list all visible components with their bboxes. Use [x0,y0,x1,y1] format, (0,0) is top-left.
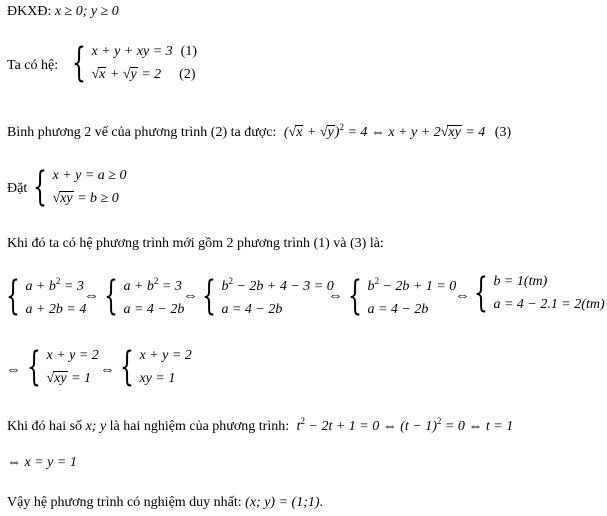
system-d-row-1: $b^2 - 2b + 1 = 0$ [367,276,457,294]
roots-text-2: là hai nghiệm của phương trình: [109,419,290,434]
substitution-row-1: x + y = a ≥ 0 [52,168,127,183]
system-d-row-2: a = 4 − 2b [367,302,429,317]
dkxd-line [7,4,119,20]
equivalence-arrow-icon: ⇔ [84,288,99,304]
system-intro: Ta có hệ: [7,58,59,73]
system-f [27,344,99,390]
original-system [72,40,197,86]
new-system-intro: Khi đó ta có hệ phương trình mới gồm 2 phương trình (1) và (3) là: [7,236,384,251]
brace-icon: { [474,270,488,316]
brace-icon: { [104,272,118,319]
system-a [6,270,86,321]
system-c-row-1: $b^2 - 2b + 4 - 3 = 0$ [221,276,334,294]
conclusion-value: (x; y) = (1;1) [245,495,320,510]
equivalence-arrow-icon: ⇔ [455,288,470,304]
equivalence-arrow-icon: ⇔ [100,362,115,378]
equivalence-arrow-icon: ⇔ [328,288,343,304]
system-g-row-2: xy = 1 [139,371,176,386]
system-a-row-2: a + 2b = 4 [25,302,87,317]
roots-vars: x; y [85,419,107,434]
substitution-row-2: √xy = b ≥ 0 [52,191,119,206]
system-f-row-2: √xy = 1 [46,371,92,386]
system-b-row-2: a = 4 − 2b [123,302,185,317]
system-g-row-1: x + y = 2 [139,348,192,363]
substitution-label: Đặt [7,181,28,196]
system-c-row-2: a = 4 − 2b [221,302,283,317]
squaring-line [7,122,511,141]
conclusion-text: Vậy hệ phương trình có nghiệm duy nhất: [7,495,242,510]
system-e-row-2: a = 4 − 2.1 = 2(tm) [493,297,605,312]
equation-2: √x + √y = 2 (2) [91,67,196,82]
roots-text: Khi đó hai số [7,419,83,434]
system-a-row-1: $a + b^2 = 3$ [25,276,84,294]
squaring-text: Bình phương 2 vế của phương trình (2) ta được: [7,125,277,140]
dkxd-label: ĐKXĐ: [7,4,52,19]
system-b [104,270,184,321]
system-e-row-1: b = 1(tm) [493,274,548,289]
conclusion-period: . [319,495,324,510]
equation-3-tag: (3) [494,125,512,140]
dkxd-condition: x ≥ 0; y ≥ 0 [54,4,119,19]
roots-line [7,416,513,435]
system-b-row-1: $a + b^2 = 3$ [123,276,182,294]
conclusion-line [7,495,323,511]
brace-icon: { [33,164,47,210]
equivalence-arrow-icon: ⇔ [183,288,198,304]
substitution-system [33,164,126,210]
brace-icon: { [6,272,20,319]
system-c [202,270,334,321]
squaring-equation: $(√x + √y)^2 = 4$ ⇔ x + y + 2√xy = 4 [283,122,486,140]
brace-icon: { [120,344,134,390]
equivalence-arrow-icon: ⇔ [6,362,21,378]
result-line: ⇔ x = y = 1 [7,455,77,470]
brace-icon: { [27,344,41,390]
equation-1: x + y + xy = 3 (1) [91,44,197,59]
brace-icon: { [202,272,216,319]
brace-icon: { [348,272,362,319]
system-f-row-1: x + y = 2 [46,348,99,363]
system-d [348,270,456,321]
brace-icon: { [72,40,86,86]
system-e [474,270,605,316]
system-g [120,344,192,390]
quadratic-equation: $t^2 - 2t + 1 = 0$ ⇔ $(t - 1)^2 = 0$ ⇔ t = 1 [296,416,514,434]
